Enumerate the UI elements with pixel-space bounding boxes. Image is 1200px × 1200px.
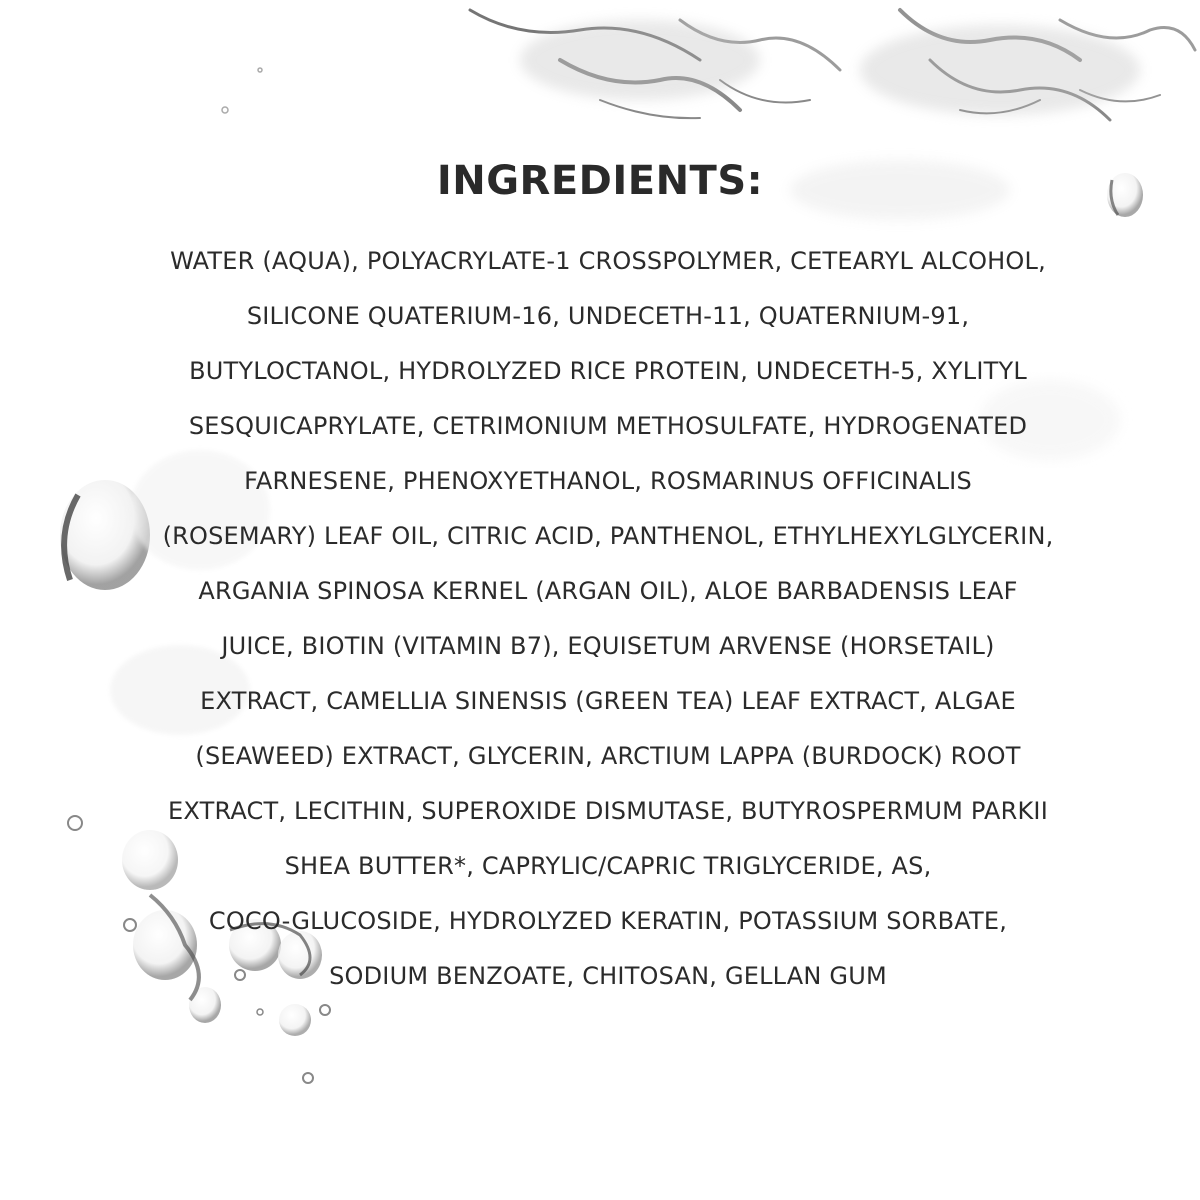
ingredient-line: SHEA BUTTER*, CAPRYLIC/CAPRIC TRIGLYCERIDE, AS, (284, 852, 932, 880)
ingredient-line: JUICE, BIOTIN (VITAMIN B7), EQUISETUM ARVENSE (HORSETAIL) (221, 632, 995, 660)
ingredient-line: COCO-GLUCOSIDE, HYDROLYZED KERATIN, POTASSIUM SORBATE, (208, 907, 1008, 935)
ingredient-line: BUTYLOCTANOL, HYDROLYZED RICE PROTEIN, UNDECETH-5, XYLITYL (189, 357, 1027, 385)
ingredient-line: EXTRACT, CAMELLIA SINENSIS (GREEN TEA) LEAF EXTRACT, ALGAE (200, 687, 1016, 715)
ingredient-line: SODIUM BENZOATE, CHITOSAN, GELLAN GUM (329, 962, 887, 990)
ingredient-line: (ROSEMARY) LEAF OIL, CITRIC ACID, PANTHENOL, ETHYLHEXYLGLYCERIN, (162, 522, 1054, 550)
ingredients-title: INGREDIENTS: (436, 158, 764, 204)
ingredients-list (100, 234, 1116, 1004)
ingredient-line: WATER (AQUA), POLYACRYLATE-1 CROSSPOLYMER, CETEARYL ALCOHOL, (170, 247, 1046, 275)
ingredient-line: EXTRACT, LECITHIN, SUPEROXIDE DISMUTASE, BUTYROSPERMUM PARKII (168, 797, 1048, 825)
ingredient-line: ARGANIA SPINOSA KERNEL (ARGAN OIL), ALOE BARBADENSIS LEAF (198, 577, 1018, 605)
ingredient-line: FARNESENE, PHENOXYETHANOL, ROSMARINUS OFFICINALIS (244, 467, 972, 495)
ingredient-line: (SEAWEED) EXTRACT, GLYCERIN, ARCTIUM LAPPA (BURDOCK) ROOT (195, 742, 1021, 770)
ingredient-line: SESQUICAPRYLATE, CETRIMONIUM METHOSULFATE, HYDROGENATED (188, 412, 1028, 440)
ingredient-line: SILICONE QUATERIUM-16, UNDECETH-11, QUATERNIUM-91, (246, 302, 970, 330)
